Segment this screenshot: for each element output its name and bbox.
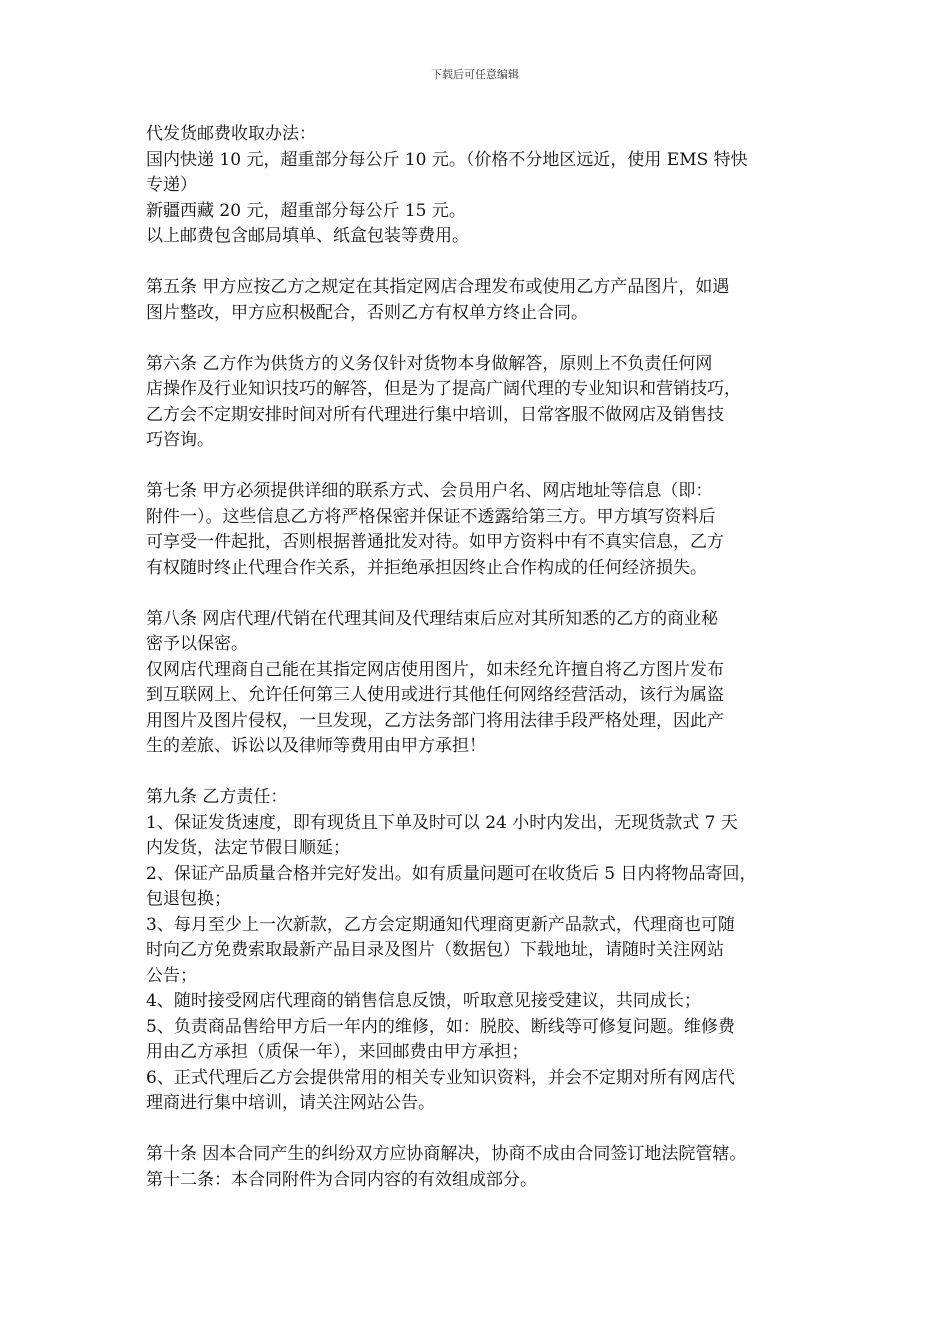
text-line: 理商进行集中培训，请关注网站公告。 xyxy=(146,1093,435,1113)
paragraph-gap xyxy=(146,250,826,276)
paragraph xyxy=(146,352,826,454)
paragraph-gap xyxy=(146,760,826,786)
text-line: 3、每月至少上一次新款，乙方会定期通知代理商更新产品款式，代理商也可随 xyxy=(146,914,735,935)
text-line: 到互联网上、允许任何第三人使用或进行其他任何网络经营活动，该行为属盗 xyxy=(146,685,724,705)
text-line: 用由乙方承担（质保一年），来回邮费由甲方承担； xyxy=(146,1042,529,1062)
text-line: 店操作及行业知识技巧的解答，但是为了提高广阔代理的专业知识和营销技巧， xyxy=(146,379,741,399)
text-line: 巧咨询。 xyxy=(146,430,214,450)
text-line: 第六条 乙方作为供货方的义务仅针对货物本身做解答，原则上不负责任何网 xyxy=(146,353,713,374)
text-line: 专递） xyxy=(146,175,197,195)
paragraph xyxy=(146,607,826,760)
text-line: 有权随时终止代理合作关系，并拒绝承担因终止合作构成的任何经济损失。 xyxy=(146,557,707,578)
paragraph-gap xyxy=(146,454,826,480)
text-line: 第十条 因本合同产生的纠纷双方应协商解决，协商不成由合同签订地法院管辖。 xyxy=(146,1144,747,1164)
text-line: 第十二条：本合同附件为合同内容的有效组成部分。 xyxy=(146,1169,537,1190)
text-line: 仅网店代理商自己能在其指定网店使用图片，如未经允许擅自将乙方图片发布 xyxy=(146,659,724,680)
page-header: 下载后可任意编辑 xyxy=(431,68,519,81)
paragraph-gap xyxy=(146,581,826,607)
text-line: 第八条 网店代理/代销在代理其间及代理结束后应对其所知悉的乙方的商业秘 xyxy=(146,608,719,629)
text-line: 新疆西藏 20 元，超重部分每公斤 15 元。 xyxy=(146,200,466,221)
text-line: 第九条 乙方责任： xyxy=(146,787,288,807)
text-line: 6、正式代理后乙方会提供常用的相关专业知识资料，并会不定期对所有网店代 xyxy=(146,1067,735,1088)
text-line: 公告； xyxy=(146,965,197,986)
paragraph xyxy=(146,275,826,326)
paragraph xyxy=(146,785,826,1117)
text-line: 乙方会不定期安排时间对所有代理进行集中培训，日常客服不做网店及销售技 xyxy=(146,404,724,425)
paragraph xyxy=(146,479,826,581)
text-line: 可享受一件起批，否则根据普通批发对待。如甲方资料中有不真实信息，乙方 xyxy=(146,532,724,552)
paragraph xyxy=(146,1142,826,1193)
text-line: 1、保证发货速度，即有现货且下单及时可以 24 小时内发出，无现货款式 7 天 xyxy=(146,812,738,833)
text-line: 密予以保密。 xyxy=(146,634,248,654)
text-line: 代发货邮费收取办法： xyxy=(146,124,316,144)
text-line: 内发货，法定节假日顺延； xyxy=(146,838,350,858)
text-line: 图片整改，甲方应积极配合，否则乙方有权单方终止合同。 xyxy=(146,302,588,323)
text-line: 第七条 甲方必须提供详细的联系方式、会员用户名、网店地址等信息（即： xyxy=(146,481,713,501)
paragraph xyxy=(146,122,826,250)
text-line: 生的差旅、诉讼以及律师等费用由甲方承担！ xyxy=(146,736,486,756)
text-line: 时向乙方免费索取最新产品目录及图片（数据包）下载地址，请随时关注网站 xyxy=(146,940,724,960)
text-line: 用图片及图片侵权，一旦发现，乙方法务部门将用法律手段严格处理，因此产 xyxy=(146,710,724,731)
paragraph-gap xyxy=(146,326,826,352)
text-line: 附件一）。这些信息乙方将严格保密并保证不透露给第三方。甲方填写资料后 xyxy=(146,506,716,527)
text-line: 国内快递 10 元，超重部分每公斤 10 元。（价格不分地区远近，使用 EMS 特快 xyxy=(146,149,748,170)
text-line: 包退包换； xyxy=(146,889,231,909)
text-line: 4、随时接受网店代理商的销售信息反馈，听取意见接受建议，共同成长； xyxy=(146,991,701,1011)
paragraph-gap xyxy=(146,1117,826,1143)
text-line: 第五条 甲方应按乙方之规定在其指定网店合理发布或使用乙方产品图片，如遇 xyxy=(146,277,730,297)
document-body xyxy=(146,122,826,1193)
text-line: 5、负责商品售给甲方后一年内的维修，如：脱胶、断线等可修复问题。维修费 xyxy=(146,1016,735,1037)
text-line: 以上邮费包含邮局填单、纸盒包装等费用。 xyxy=(146,226,469,246)
text-line: 2、保证产品质量合格并完好发出。如有质量问题可在收货后 5 日内将物品寄回， xyxy=(146,863,757,884)
